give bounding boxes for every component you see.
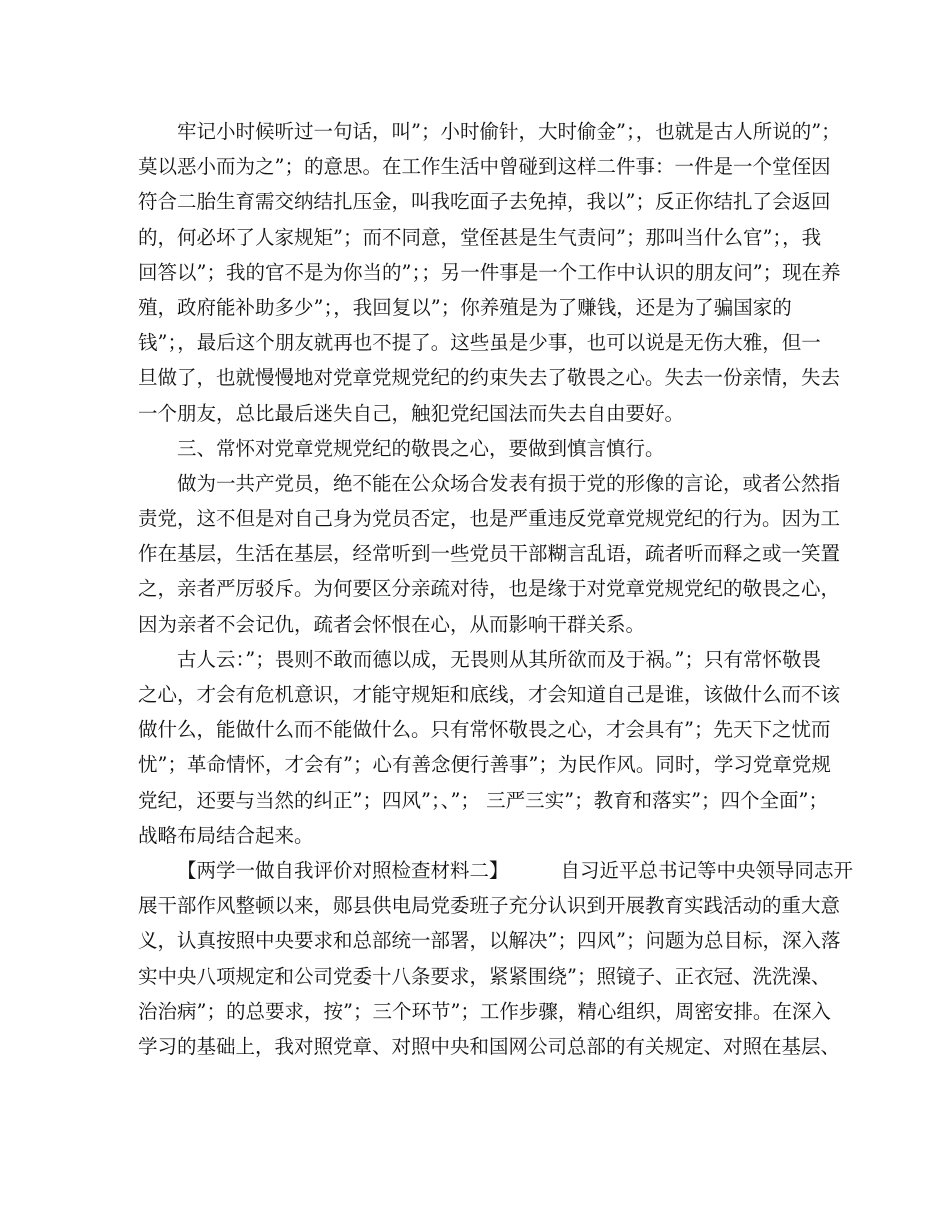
- section-heading: [138, 431, 828, 466]
- text-line: 忧”；革命情怀，才会有”；心有善念便行善事”；为民作风。同时，学习党章党规: [138, 753, 831, 777]
- paragraph-1: [138, 114, 841, 431]
- text-line: 符合二胎生育需交纳结扎压金，叫我吃面子去免掉，我以”；反正你结扎了会返回: [138, 190, 831, 214]
- text-line: 治治病”；的总要求，按”；三个环节”；工作步骤，精心组织，周密安排。在深入: [138, 999, 831, 1023]
- text-line: 责党，这不但是对自己身为党员否定，也是严重违反党章党规党纪的行为。因为工: [138, 507, 841, 531]
- text-line: 莫以恶小而为之”；的意思。在工作生活中曾碰到这样二件事：一件是一个堂侄因: [138, 155, 831, 179]
- text-line: 作在基层，生活在基层，经常听到一些党员干部糊言乱语，疏者听而释之或一笑置: [138, 542, 841, 566]
- text-run: 自习近平总书记等中央领导同志开: [560, 858, 854, 882]
- text-line: 古人云：”；畏则不敢而德以成，无畏则从其所欲而及于祸。”；只有常怀敬畏: [177, 647, 821, 671]
- text-line: 因为亲者不会记仇，疏者会怀恨在心，从而影响干群关系。: [138, 612, 646, 636]
- text-line: 旦做了，也就慢慢地对党章党规党纪的约束失去了敬畏之心。失去一份亲情，失去: [138, 366, 841, 390]
- text-line: 实中央八项规定和公司党委十八条要求，紧紧围绕”；照镜子、正衣冠、洗洗澡、: [138, 964, 831, 988]
- paragraph-5: [138, 853, 854, 1064]
- text-line: 做为一共产党员，绝不能在公众场合发表有损于党的形像的言论，或者公然指: [177, 471, 841, 495]
- text-line: 党纪，还要与当然的纠正”；四风”；、”； 三严三实”；教育和落实”；四个全面”；: [138, 788, 829, 812]
- text-line: 学习的基础上，我对照党章、对照中央和国网公司总部的有关规定、对照在基层、: [138, 1034, 841, 1058]
- heading-line: [138, 853, 854, 888]
- text-line: 做什么，能做什么而不能做什么。只有常怀敬畏之心，才会具有”；先天下之忧而: [138, 718, 831, 742]
- text-line: 三、常怀对党章党规党纪的敬畏之心，要做到慎言慎行。: [177, 436, 665, 460]
- text-line: 的，何必坏了人家规矩”；而不同意，堂侄甚是生气责问”；那叫当什么官”；，我: [138, 225, 822, 249]
- text-line: 回答以”；我的官不是为你当的”；；另一件事是一个工作中认识的朋友问”；现在养: [138, 260, 841, 284]
- text-line: 牢记小时候听过一句话，叫”；小时偷针，大时偷金”；，也就是古人所说的”；: [177, 120, 841, 143]
- section-title: 【两学一做自我评价对照检查材料二】: [177, 858, 509, 882]
- text-line: 一个朋友，总比最后迷失自己，触犯党纪国法而失去自由要好。: [138, 401, 685, 425]
- document-body: [138, 114, 854, 1064]
- text-line: 之，亲者严厉驳斥。为何要区分亲疏对待，也是缘于对党章党规党纪的敬畏之心，: [138, 577, 841, 601]
- text-line: 义，认真按照中央要求和总部统一部署，以解决”；四风”；问题为总目标，深入落: [138, 929, 841, 953]
- text-line: 展干部作风整顿以来，郧县供电局党委班子充分认识到开展教育实践活动的重大意: [138, 894, 841, 918]
- text-line: 钱”；，最后这个朋友就再也不提了。这些虽是少事，也可以说是无伤大雅，但一: [138, 331, 821, 355]
- paragraph-4: [138, 642, 841, 853]
- text-line: 战略布局结合起来。: [138, 823, 314, 847]
- paragraph-3: [138, 466, 841, 642]
- text-line: 殖，政府能补助多少”；，我回复以”；你养殖是为了赚钱，还是为了骗国家的: [138, 295, 792, 319]
- text-line: 之心，才会有危机意识，才能守规矩和底线，才会知道自己是谁，该做什么而不该: [138, 683, 841, 706]
